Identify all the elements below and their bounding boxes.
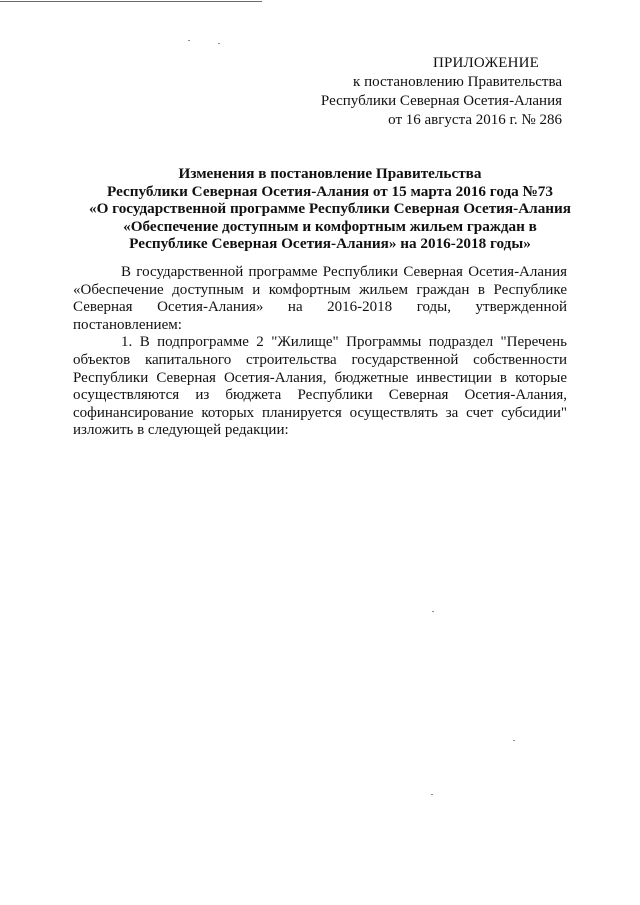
scan-speck [513,740,515,741]
appendix-line-resolution: к постановлению Правительства [353,74,562,90]
scan-top-rule [0,1,262,2]
title-line-5: Республике Северная Осетия-Алания» на 2016-2018 годы» [129,235,531,253]
document-title [60,165,600,253]
scan-speck [218,43,220,44]
title-line-3: «О государственной программе Республики Северная Осетия-Алания [88,200,572,218]
item-1-paragraph: 1. В подпрограмме 2 "Жилище" Программы подраздел "Перечень объектов капитального строительства государственной собственности Республики Северная Осетия-Алания, бюджетные инвестиции в которые осуществляются из бюджета Республики Северная Осетия-Алания, софинансирование которых планируется осуществлять за счет субсидии" изложить в следующей редакции: [73,334,567,439]
appendix-line-government: Республики Северная Осетия-Алания [320,93,562,109]
appendix-date: от 16 августа 2016 г. № 286 [388,112,562,128]
appendix-label: ПРИЛОЖЕНИЕ [432,55,540,71]
scan-speck [188,40,190,41]
title-line-1: Изменения в постановление Правительства [178,165,482,182]
title-line-2: Республики Северная Осетия-Алания от 15 марта 2016 года №73 [107,182,553,200]
scan-speck [432,611,434,612]
appendix-block [300,54,562,130]
scan-speck [431,794,433,795]
document-body [73,264,567,440]
intro-paragraph: В государственной программе Республики Северная Осетия-Алания «Обеспечение доступным и комфортным жильем граждан в Республике Северная Осетия-Алания» на 2016-2018 годы, утвержденной постановлением: [73,264,567,333]
title-line-4: «Обеспечение доступным и комфортным жильем граждан в [123,217,537,235]
